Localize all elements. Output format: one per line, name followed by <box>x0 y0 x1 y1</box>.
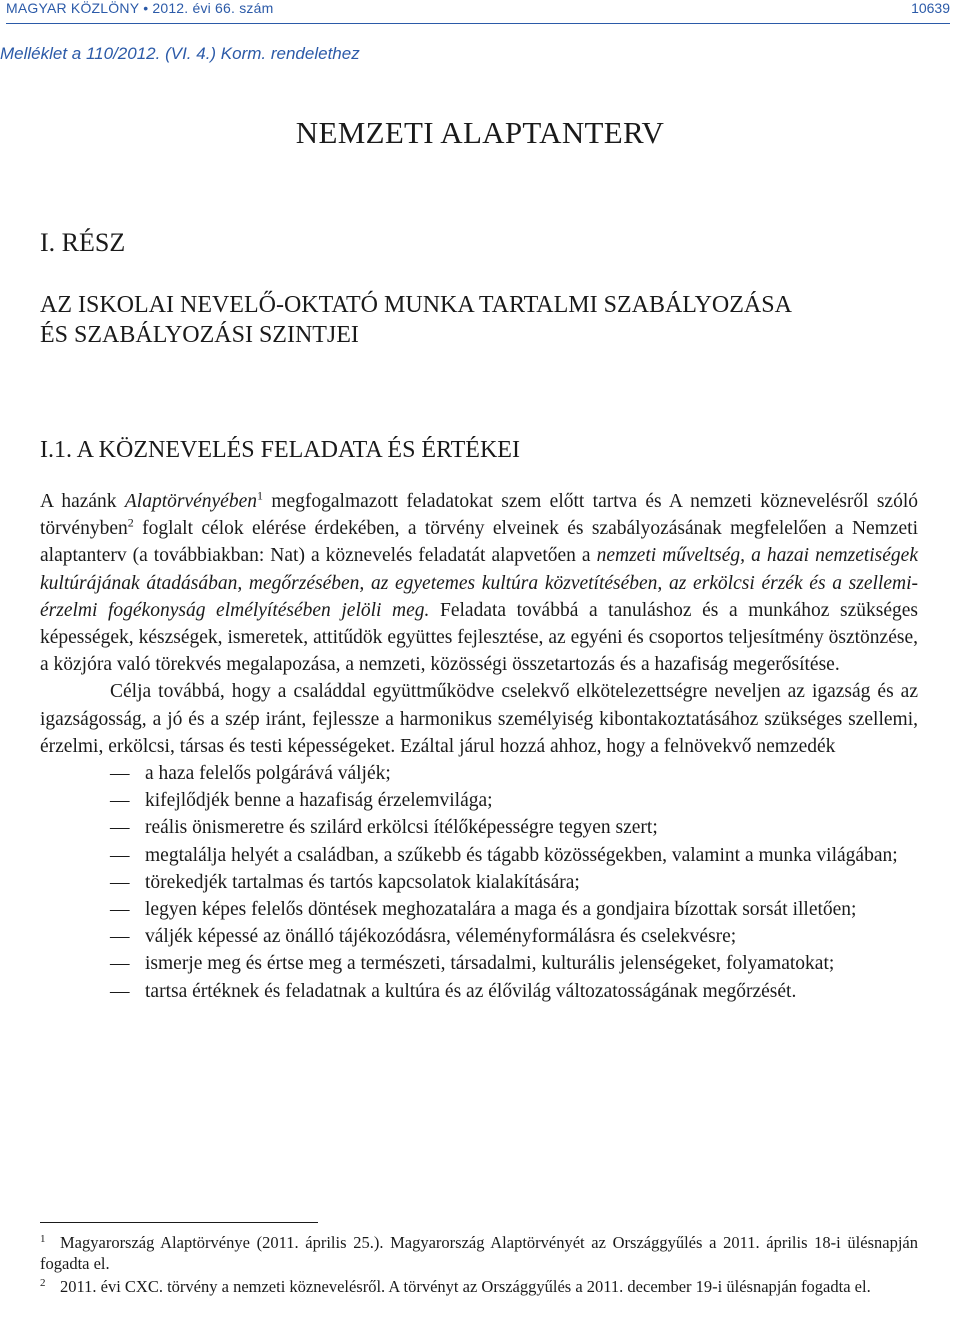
text-run: A hazánk <box>40 491 125 512</box>
list-item <box>40 978 918 1005</box>
header-bullet: • <box>143 0 149 16</box>
italic-run: Alaptörvényében <box>124 491 257 512</box>
list-item <box>40 950 918 977</box>
list-item-text: reális önismeretre és szilárd erkölcsi ítélőképességre tegyen szert; <box>145 817 658 839</box>
footnote-ref-1[interactable]: 1 <box>257 488 263 503</box>
list-item-text: váljék képessé az önálló tájékozódásra, véleményformálásra és cselekvésre; <box>145 926 737 948</box>
list-item <box>40 896 918 923</box>
dash-bullet: — <box>110 763 130 785</box>
document-title: NEMZETI ALAPTANTERV <box>295 115 665 150</box>
page-number: 10639 <box>911 0 950 16</box>
list-item <box>40 760 918 787</box>
header-rule <box>6 23 950 24</box>
footnote-2: 2 2011. évi CXC. törvény a nemzeti köznevelésről. A törvényt az Országgyűlés a 2011. december 19-i ülésnapján fogadta el. <box>40 1277 871 1296</box>
list-item-text: ismerje meg és értse meg a természeti, társadalmi, kulturális jelenségeket, folyamatokat; <box>145 953 835 975</box>
dash-bullet: — <box>110 844 130 866</box>
running-header <box>6 0 950 24</box>
dash-bullet: — <box>110 980 130 1002</box>
list-item-text: tartsa értéknek és feladatnak a kultúra és az élővilág változatosságának megőrzését. <box>145 980 797 1002</box>
section-heading-line-1: AZ ISKOLAI NEVELŐ-OKTATÓ MUNKA TARTALMI SZABÁLYOZÁSA <box>40 292 792 318</box>
list-item-text: kifejlődjék benne a hazafiság érzelemvilága; <box>145 790 493 812</box>
section-heading-line-2: ÉS SZABÁLYOZÁSI SZINTJEI <box>40 322 359 348</box>
text-run: foglalt célok elérése érdekében, a törvény elveinek és szabályozásának megfelelően a Nemzeti alaptanterv (a továbbiakban: Nat) a köznevelés feladatát alapvetően a <box>40 518 918 567</box>
footnotes <box>40 1232 918 1297</box>
footnote-1: 1 Magyarország Alaptörvénye (2011. április 25.). Magyarország Alaptörvényét az Országgyűlés a 2011. április 18-i ülésnapján fogadta el. <box>40 1233 918 1273</box>
aims-list <box>40 760 918 1005</box>
list-item <box>40 923 918 950</box>
text-run: megfogalmazott feladatokat szem előtt tartva és A nemzeti köznevelésről szóló törvényben <box>40 491 918 540</box>
chapter-heading: I.1. A KÖZNEVELÉS FELADATA ÉS ÉRTÉKEI <box>40 437 520 463</box>
list-item <box>40 787 918 814</box>
dash-bullet: — <box>110 926 130 948</box>
section-heading <box>40 290 792 350</box>
list-item <box>40 869 918 896</box>
dash-bullet: — <box>110 899 130 921</box>
list-item-text: a haza felelős polgárává váljék; <box>145 763 391 785</box>
dash-bullet: — <box>110 871 130 893</box>
body-text <box>40 488 918 1005</box>
dash-bullet: — <box>110 953 130 975</box>
dash-bullet: — <box>110 790 130 812</box>
list-item-text: megtalálja helyét a családban, a szűkebb és tágabb közösségekben, valamint a munka világában; <box>145 844 898 866</box>
footnote-ref-2[interactable]: 2 <box>127 515 134 530</box>
issue-label: 2012. évi 66. szám <box>152 0 274 16</box>
list-item <box>40 842 918 869</box>
journal-title <box>6 0 273 16</box>
annex-subtitle: Melléklet a 110/2012. (VI. 4.) Korm. rendelethez <box>0 44 360 63</box>
paragraph-2: Célja továbbá, hogy a családdal együttműködve cselekvő elkötelezettségre neveljen az igazság és az igazságosság, a jó és a szép iránt, fejlessze a harmonikus személyiség kibontakoztatásához szükséges szellemi, érzelmi, erkölcsi, társas és testi képességeket. Ezáltal járul hozzá ahhoz, hogy a felnövekvő nemzedék <box>40 681 918 757</box>
list-item-text: törekedjék tartalmas és tartós kapcsolatok kialakítására; <box>145 871 580 893</box>
list-item <box>40 814 918 841</box>
footnote-separator <box>40 1222 318 1223</box>
italic-run: nemzeti műveltség, a hazai nemzetiségek kultúrájának átadásában, megőrzésében, az egyetemes kultúra közvetítésében, az erkölcsi érzék és a szellemi-érzelmi fogékonyság elmélyítésében jelöli meg. <box>40 545 918 621</box>
dash-bullet: — <box>110 817 130 839</box>
journal-name: MAGYAR KÖZLÖNY <box>6 0 140 16</box>
footnote-text: 2011. évi CXC. törvény a nemzeti köznevelésről. A törvényt az Országgyűlés a 2011. december 19-i ülésnapján fogadta el. <box>60 1277 871 1296</box>
part-title: I. RÉSZ <box>40 228 126 257</box>
paragraph-1 <box>40 488 918 678</box>
text-run: Feladata továbbá a tanuláshoz és a munkához szükséges képességek, készségek, ismeretek, attitűdök együttes fejlesztése, az egyéni és csoportos teljesítmény ösztönzése, a közjóra való törekvés megalapozása, a nemzeti, közösségi összetartozás és a hazafiság megerősítése. <box>40 599 918 676</box>
footnote-text: Magyarország Alaptörvénye (2011. április 25.). Magyarország Alaptörvényét az Országgyűlés a 2011. április 18-i ülésnapján fogadta el. <box>40 1233 918 1273</box>
list-item-text: legyen képes felelős döntések meghozatalára a maga és a gondjaira bízottak sorsát illetően; <box>145 899 857 921</box>
